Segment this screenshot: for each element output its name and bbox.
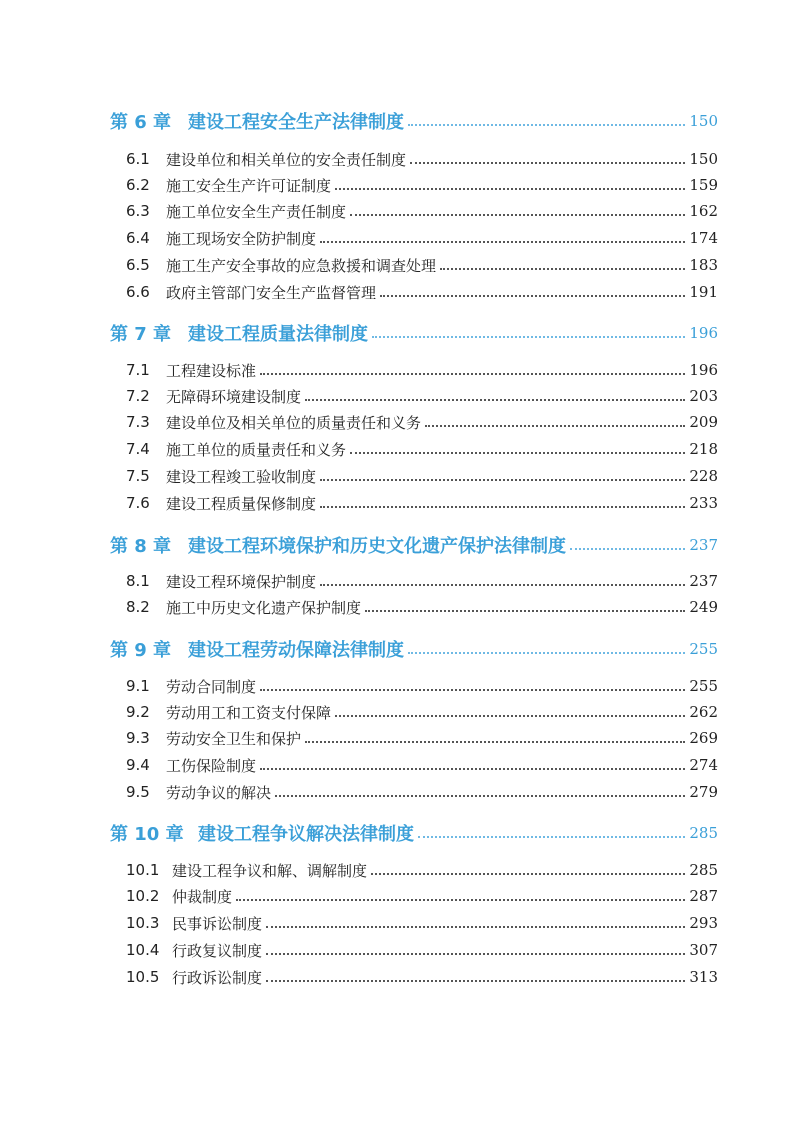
section-number: 10.5 <box>126 968 160 986</box>
section-title: 施工现场安全防护制度 <box>166 229 317 248</box>
section-number: 10.2 <box>126 887 160 905</box>
section-page-number: 255 <box>689 677 718 695</box>
section-8-2-entry[interactable] <box>126 594 718 620</box>
dot-leader <box>335 188 685 190</box>
section-title: 无障碍环境建设制度 <box>166 387 302 406</box>
section-page-number: 174 <box>689 229 718 247</box>
dot-leader <box>320 506 685 508</box>
section-number: 6.5 <box>126 256 150 274</box>
section-number: 6.1 <box>126 150 150 168</box>
chapter-number: 第 8 章 <box>110 536 172 557</box>
section-number: 7.5 <box>126 467 150 485</box>
dot-leader <box>372 336 685 338</box>
section-title: 建设工程环境保护制度 <box>166 572 317 591</box>
section-8-1-entry[interactable] <box>126 568 718 594</box>
section-7-1-entry[interactable] <box>126 357 718 383</box>
dot-leader <box>236 899 685 901</box>
section-page-number: 313 <box>689 968 718 986</box>
section-9-1-entry[interactable] <box>126 673 718 699</box>
chapter-page-number: 150 <box>689 112 718 130</box>
section-number: 9.4 <box>126 756 150 774</box>
section-7-6-entry[interactable] <box>126 490 718 516</box>
chapter-number: 第 10 章 <box>110 824 184 845</box>
chapter-title: 建设工程安全生产法律制度 <box>188 112 404 133</box>
dot-leader <box>335 715 685 717</box>
section-number: 7.1 <box>126 361 150 379</box>
dot-leader <box>260 373 685 375</box>
section-title: 民事诉讼制度 <box>172 914 263 933</box>
section-page-number: 209 <box>689 413 718 431</box>
chapter-title: 建设工程劳动保障法律制度 <box>188 640 404 661</box>
section-number: 6.6 <box>126 283 150 301</box>
section-6-5-entry[interactable] <box>126 252 718 278</box>
section-6-1-entry[interactable] <box>126 146 718 172</box>
chapter-page-number: 196 <box>689 324 718 342</box>
section-title: 劳动用工和工资支付保障 <box>166 703 332 722</box>
section-title: 工程建设标准 <box>166 361 257 380</box>
section-number: 6.3 <box>126 202 150 220</box>
section-page-number: 191 <box>689 283 718 301</box>
section-page-number: 196 <box>689 361 718 379</box>
dot-leader <box>305 399 685 401</box>
chapter-9-entry[interactable] <box>110 634 718 664</box>
section-title: 建设工程竣工验收制度 <box>166 467 317 486</box>
chapter-6-entry[interactable] <box>110 106 718 136</box>
section-title: 建设工程争议和解、调解制度 <box>172 861 368 880</box>
section-10-3-entry[interactable] <box>126 910 718 936</box>
dot-leader <box>570 548 685 550</box>
section-page-number: 150 <box>689 150 718 168</box>
chapter-title: 建设工程环境保护和历史文化遗产保护法律制度 <box>188 536 566 557</box>
section-9-4-entry[interactable] <box>126 752 718 778</box>
dot-leader <box>418 836 685 838</box>
dot-leader <box>320 241 685 243</box>
section-title: 政府主管部门安全生产监督管理 <box>166 283 377 302</box>
dot-leader <box>320 584 685 586</box>
section-page-number: 293 <box>689 914 718 932</box>
dot-leader <box>275 795 685 797</box>
dot-leader <box>410 162 685 164</box>
dot-leader <box>320 479 685 481</box>
section-page-number: 269 <box>689 729 718 747</box>
section-page-number: 218 <box>689 440 718 458</box>
section-7-2-entry[interactable] <box>126 383 718 409</box>
chapter-page-number: 255 <box>689 640 718 658</box>
section-title: 劳动安全卫生和保护 <box>166 729 302 748</box>
dot-leader <box>425 425 685 427</box>
section-number: 9.1 <box>126 677 150 695</box>
section-7-3-entry[interactable] <box>126 409 718 435</box>
dot-leader <box>371 873 685 875</box>
section-number: 9.2 <box>126 703 150 721</box>
section-page-number: 159 <box>689 176 718 194</box>
section-page-number: 183 <box>689 256 718 274</box>
section-number: 6.4 <box>126 229 150 247</box>
section-page-number: 228 <box>689 467 718 485</box>
section-10-4-entry[interactable] <box>126 937 718 963</box>
section-number: 8.1 <box>126 572 150 590</box>
section-page-number: 279 <box>689 783 718 801</box>
section-6-4-entry[interactable] <box>126 225 718 251</box>
chapter-number: 第 6 章 <box>110 112 172 133</box>
dot-leader <box>408 652 685 654</box>
section-title: 施工中历史文化遗产保护制度 <box>166 598 362 617</box>
section-number: 10.1 <box>126 861 160 879</box>
section-title: 行政诉讼制度 <box>172 968 263 987</box>
chapter-page-number: 237 <box>689 536 718 554</box>
dot-leader <box>260 689 685 691</box>
section-number: 10.3 <box>126 914 160 932</box>
section-page-number: 307 <box>689 941 718 959</box>
section-number: 7.3 <box>126 413 150 431</box>
section-9-5-entry[interactable] <box>126 779 718 805</box>
section-title: 工伤保险制度 <box>166 756 257 775</box>
section-7-4-entry[interactable] <box>126 436 718 462</box>
chapter-page-number: 285 <box>689 824 718 842</box>
dot-leader <box>380 295 685 297</box>
dot-leader <box>350 214 685 216</box>
section-title: 建设工程质量保修制度 <box>166 494 317 513</box>
chapter-8-entry[interactable] <box>110 530 718 560</box>
section-page-number: 287 <box>689 887 718 905</box>
section-page-number: 249 <box>689 598 718 616</box>
section-page-number: 162 <box>689 202 718 220</box>
section-title: 施工生产安全事故的应急救援和调查处理 <box>166 256 437 275</box>
section-title: 施工单位的质量责任和义务 <box>166 440 347 459</box>
section-9-2-entry[interactable] <box>126 699 718 725</box>
dot-leader <box>260 768 685 770</box>
section-number: 7.6 <box>126 494 150 512</box>
chapter-7-entry[interactable] <box>110 318 718 348</box>
section-page-number: 203 <box>689 387 718 405</box>
chapter-title: 建设工程质量法律制度 <box>188 324 368 345</box>
chapter-number: 第 7 章 <box>110 324 172 345</box>
section-6-2-entry[interactable] <box>126 172 718 198</box>
chapter-number: 第 9 章 <box>110 640 172 661</box>
section-number: 7.4 <box>126 440 150 458</box>
section-6-3-entry[interactable] <box>126 198 718 224</box>
dot-leader <box>266 980 685 982</box>
section-page-number: 233 <box>689 494 718 512</box>
section-title: 仲裁制度 <box>172 887 233 906</box>
section-title: 施工单位安全生产责任制度 <box>166 202 347 221</box>
section-title: 劳动争议的解决 <box>166 783 272 802</box>
section-10-1-entry[interactable] <box>126 857 718 883</box>
section-number: 6.2 <box>126 176 150 194</box>
section-title: 行政复议制度 <box>172 941 263 960</box>
dot-leader <box>305 741 685 743</box>
section-10-5-entry[interactable] <box>126 964 718 990</box>
section-6-6-entry[interactable] <box>126 279 718 305</box>
section-page-number: 237 <box>689 572 718 590</box>
section-page-number: 274 <box>689 756 718 774</box>
section-9-3-entry[interactable] <box>126 725 718 751</box>
section-number: 10.4 <box>126 941 160 959</box>
dot-leader <box>440 268 685 270</box>
chapter-10-entry[interactable] <box>110 818 718 848</box>
section-number: 9.5 <box>126 783 150 801</box>
section-title: 建设单位及相关单位的质量责任和义务 <box>166 413 422 432</box>
section-page-number: 285 <box>689 861 718 879</box>
dot-leader <box>408 124 685 126</box>
dot-leader <box>266 926 685 928</box>
dot-leader <box>350 452 685 454</box>
section-title: 建设单位和相关单位的安全责任制度 <box>166 150 407 169</box>
chapter-title: 建设工程争议解决法律制度 <box>198 824 414 845</box>
section-title: 施工安全生产许可证制度 <box>166 176 332 195</box>
section-10-2-entry[interactable] <box>126 883 718 909</box>
dot-leader <box>266 953 685 955</box>
section-number: 9.3 <box>126 729 150 747</box>
section-number: 7.2 <box>126 387 150 405</box>
section-7-5-entry[interactable] <box>126 463 718 489</box>
section-number: 8.2 <box>126 598 150 616</box>
dot-leader <box>365 610 685 612</box>
section-title: 劳动合同制度 <box>166 677 257 696</box>
section-page-number: 262 <box>689 703 718 721</box>
